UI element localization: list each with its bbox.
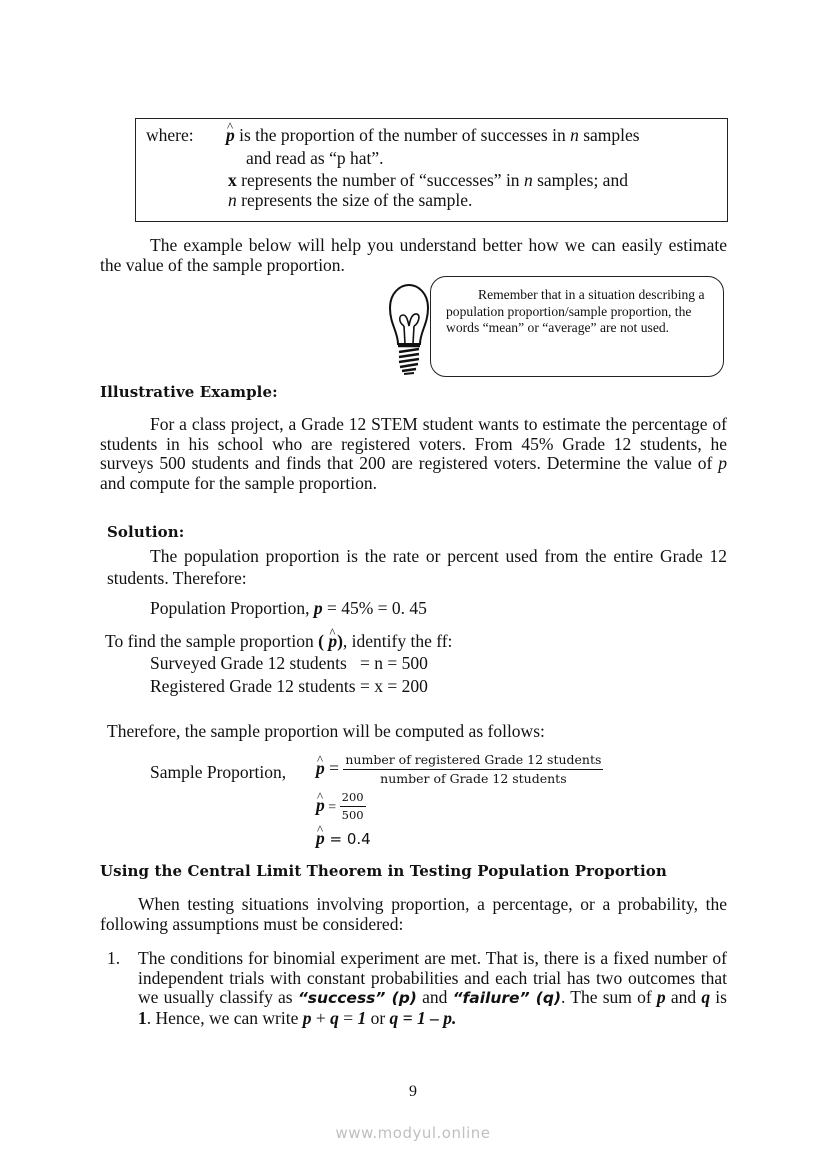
n-symbol: n (523, 170, 533, 190)
solution-text: The population proportion is the rate or percent used from the entire Grade 12 students. Therefore: (107, 546, 727, 588)
definition-n (228, 191, 472, 211)
definition-text: represents the size of the sample. (236, 190, 473, 210)
illustrative-example-heading: Illustrative Example: (100, 383, 278, 401)
equals: = (324, 800, 340, 815)
definition-text: is the proportion of the number of successes in (234, 125, 571, 145)
one-value: 1 (138, 1007, 147, 1028)
result: = 0.4 (324, 830, 371, 848)
n-symbol: n (570, 125, 579, 145)
p-symbol: p (656, 987, 666, 1007)
one-value: 1 (357, 1007, 367, 1028)
success-term: “success” (p) (297, 989, 417, 1007)
text: , identify the ff: (342, 631, 453, 651)
remember-callout (430, 276, 724, 377)
denominator: 500 (341, 808, 364, 822)
example-text: and compute for the sample proportion. (100, 472, 378, 493)
text: . Hence, we can write (146, 1007, 303, 1028)
clt-intro: When testing situations involving proportion, a percentage, or a probability, the following assumptions must be considered: (100, 894, 727, 934)
label: Population Proportion, (150, 598, 314, 618)
find-sample-proportion-line (105, 632, 452, 652)
list-item-number: 1. (107, 948, 121, 968)
failure-term: “failure” (q) (452, 989, 562, 1007)
q-equation: q = 1 – p. (389, 1007, 457, 1028)
definition-text: samples; and (532, 170, 628, 190)
paren: ) (337, 631, 343, 651)
list-item (138, 949, 727, 1028)
numerator: 200 (340, 790, 366, 807)
q-symbol: q (330, 1007, 339, 1028)
fraction (340, 790, 366, 823)
sample-proportion-formula (316, 752, 603, 787)
definition-text: samples (578, 125, 640, 145)
definition-x (228, 171, 628, 191)
numerator: number of registered Grade 12 students (343, 752, 603, 770)
fraction (343, 752, 603, 787)
phat-symbol: ^ p (328, 632, 337, 652)
p-symbol: p (313, 598, 323, 618)
page-number: 9 (409, 1083, 417, 1100)
text: or (366, 1007, 386, 1028)
sample-proportion-label (150, 763, 286, 783)
text: and (416, 987, 453, 1007)
phat-symbol: ^ p (316, 759, 325, 779)
text: . The sum of (561, 987, 657, 1007)
definition-phat (226, 126, 640, 146)
watermark: www.modyul.online (335, 1124, 491, 1142)
therefore-line: Therefore, the sample proportion will be computed as follows: (107, 721, 545, 741)
label: Sample Proportion, (150, 762, 287, 782)
equals: = (324, 758, 344, 778)
solution-heading: Solution: (107, 523, 185, 541)
phat-symbol: ^ p (316, 796, 325, 816)
text: To find the sample proportion (105, 631, 319, 651)
phat-symbol: ^ p (316, 829, 325, 849)
n-symbol: n (228, 190, 237, 210)
denominator: number of Grade 12 students (380, 771, 567, 786)
phat-symbol: ^ p (226, 126, 235, 146)
text: The conditions for binomial experiment are met. That is, there is a fixed number of independent trials with constant probabilities and each trial has two outcomes that we usually classify as (138, 948, 727, 1007)
p-symbol: p (718, 453, 727, 473)
intro-paragraph: The example below will help you understand better how we can easily estimate the value of the sample proportion. (100, 235, 727, 275)
text: + (311, 1007, 331, 1028)
definition-phat-cont: and read as “p hat”. (246, 148, 384, 168)
definition-text: represents the number of “successes” in (236, 170, 524, 190)
clt-heading: Using the Central Limit Theorem in Testing Population Proportion (100, 862, 667, 880)
registered-line: Registered Grade 12 students = x = 200 (150, 676, 428, 696)
definition-box (135, 118, 728, 222)
x-symbol: x (228, 170, 237, 190)
paren: ( (318, 631, 329, 651)
population-proportion-line (150, 599, 427, 619)
q-symbol: q (701, 987, 711, 1007)
sample-proportion-substitution (316, 790, 366, 823)
text: = (338, 1007, 358, 1028)
surveyed-line: Surveyed Grade 12 students = n = 500 (150, 653, 428, 673)
example-problem (100, 415, 727, 493)
text: and (665, 987, 702, 1007)
sample-proportion-result (316, 829, 371, 849)
example-text: For a class project, a Grade 12 STEM student wants to estimate the percentage of students in his school who are registered voters. From 45% Grade 12 students, he surveys 500 students and finds that 200 are registered voters. Determine the value of (100, 414, 727, 473)
value: = 45% = 0. 45 (322, 598, 427, 618)
lightbulb-icon (388, 282, 430, 378)
text: is (710, 987, 727, 1007)
where-label: where: (146, 125, 194, 145)
callout-text: Remember that in a situation describing a population proportion/sample proportion, the words “mean” or “average” are not used. (446, 287, 705, 335)
p-symbol: p (302, 1007, 312, 1028)
